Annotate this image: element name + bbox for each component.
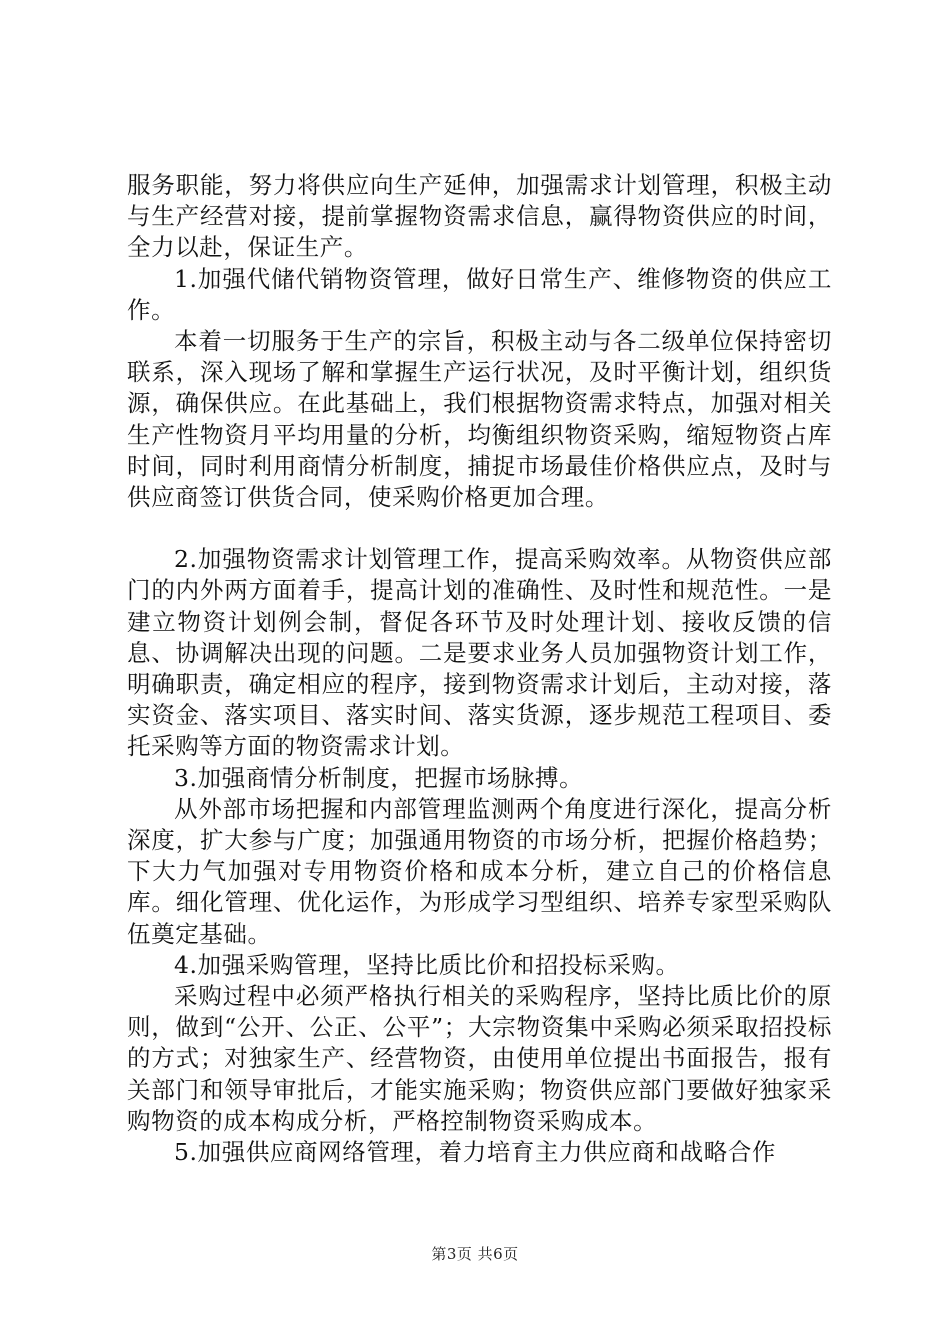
paragraph-heading-4: 4.加强采购管理，坚持比质比价和招投标采购。 [174, 950, 680, 979]
paragraph-continuation: 服务职能，努力将供应向生产延伸，加强需求计划管理，积极主动与生产经营对接，提前掌握物资需求信息，赢得物资供应的时间，全力以赴，保证生产。 [127, 171, 832, 262]
paragraph-heading-3: 3.加强商情分析制度，把握市场脉搏。 [174, 763, 584, 792]
paragraph-body-4: 采购过程中必须严格执行相关的采购程序，坚持比质比价的原则，做到“公开、公正、公平”；大宗物资集中采购必须采取招投标的方式；对独家生产、经营物资，由使用单位提出书面报告，报有关部门和领导审批后，才能实施采购；物资供应部门要做好独家采购物资的成本构成分析，严格控制物资采购成本。 [127, 982, 832, 1135]
paragraph-heading-1: 1.加强代储代销物资管理，做好日常生产、维修物资的供应工作。 [127, 264, 832, 324]
page-footer [0, 1243, 950, 1264]
paragraph-body-1: 本着一切服务于生产的宗旨，积极主动与各二级单位保持密切联系，深入现场了解和掌握生产运行状况，及时平衡计划，组织货源，确保供应。在此基础上，我们根据物资需求特点，加强对相关生产性物资月平均用量的分析，均衡组织物资采购，缩短物资占库时间，同时利用商情分析制度，捕捉市场最佳价格供应点，及时与供应商签订供货合同，使采购价格更加合理。 [127, 327, 832, 512]
paragraph-body-3: 从外部市场把握和内部管理监测两个角度进行深化，提高分析深度，扩大参与广度；加强通用物资的市场分析，把握价格趋势；下大力气加强对专用物资价格和成本分析，建立自己的价格信息库。细化管理、优化运作，为形成学习型组织、培养专家型采购队伍奠定基础。 [127, 794, 832, 948]
paragraph-heading-5: 5.加强供应商网络管理，着力培育主力供应商和战略合作 [174, 1138, 777, 1167]
page-number: 第3页 共6页 [431, 1245, 519, 1263]
document-body [127, 170, 832, 1168]
paragraph-heading-2: 2.加强物资需求计划管理工作，提高采购效率。从物资供应部门的内外两方面着手，提高计划的准确性、及时性和规范性。一是建立物资计划例会制，督促各环节及时处理计划、接收反馈的信息、协调解决出现的问题。二是要求业务人员加强物资计划工作，明确职责，确定相应的程序，接到物资需求计划后，主动对接，落实资金、落实项目、落实时间、落实货源，逐步规范工程项目、委托采购等方面的物资需求计划。 [127, 545, 832, 761]
